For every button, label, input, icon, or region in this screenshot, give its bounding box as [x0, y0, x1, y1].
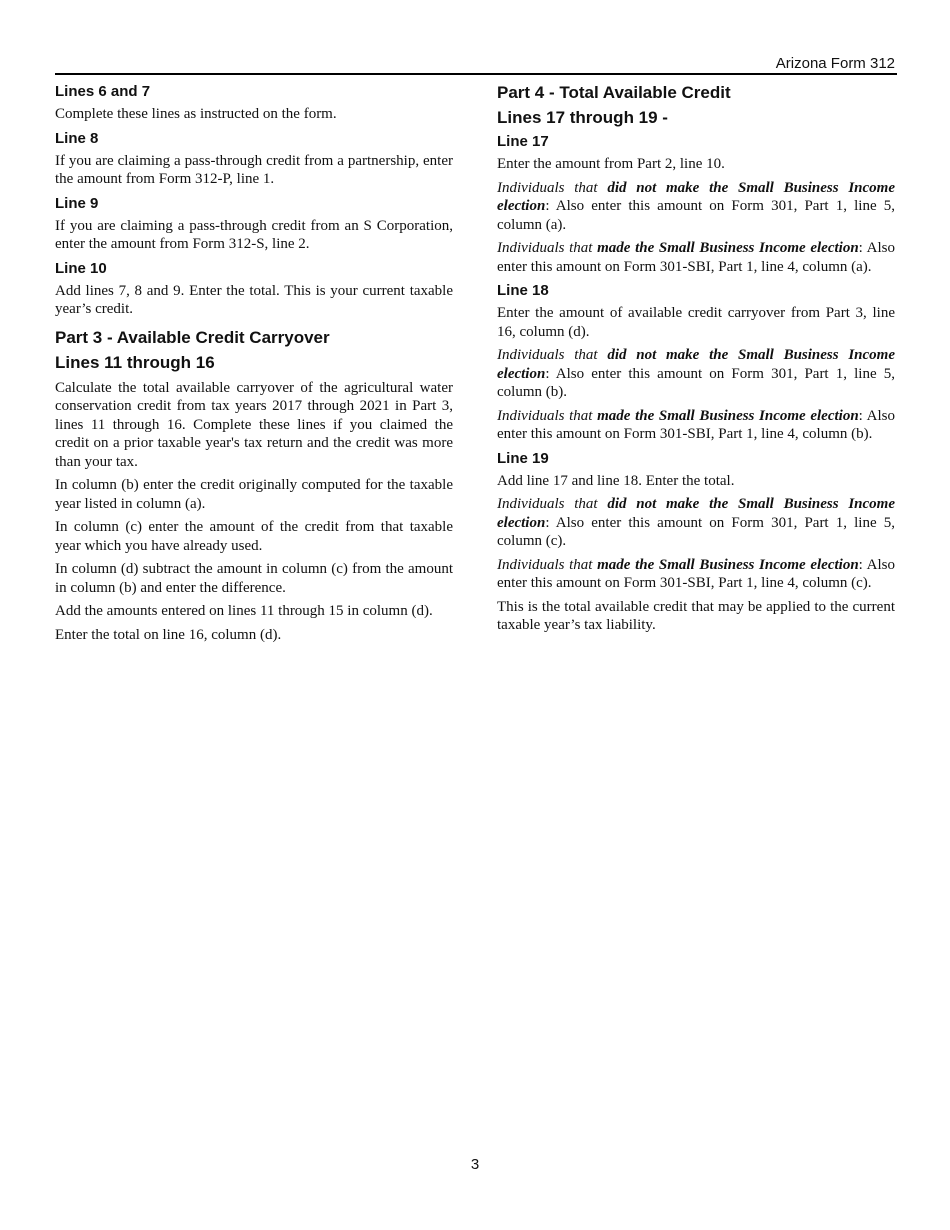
- individuals-that: Individuals that: [497, 496, 598, 512]
- left-column: [55, 82, 453, 649]
- sbi-election: made the Small Business Income election: [597, 240, 859, 256]
- note-rest: Also enter this amount on Form 301, Part 1, line 5, column (b).: [497, 365, 895, 400]
- lines-6-7-text: Complete these lines as instructed on the form.: [55, 106, 337, 122]
- part-3-heading: Part 3 - Available Credit Carryover: [55, 327, 330, 347]
- colon: :: [858, 556, 863, 573]
- part-3-paragraph: In column (c) enter the amount of the credit from that taxable year which you have already used.: [55, 519, 453, 554]
- line-10-heading: Line 10: [55, 259, 107, 277]
- sbi-election: made the Small Business Income election: [597, 556, 859, 573]
- line-18-heading: Line 18: [497, 282, 549, 299]
- individuals-that: Individuals that: [497, 347, 598, 363]
- individuals-that: Individuals that: [497, 240, 593, 256]
- line-9-text: If you are claiming a pass-through credit from an S Corporation, enter the amount from Form 312-S, line 2.: [55, 217, 453, 252]
- part-3-subheading: Lines 11 through 16: [55, 352, 215, 372]
- part-3-paragraph: In column (b) enter the credit originally computed for the taxable year listed in column (a).: [55, 477, 453, 512]
- part-4-subheading: Lines 17 through 19 -: [497, 108, 668, 127]
- colon: :: [545, 198, 550, 214]
- line-17-heading: Line 17: [497, 133, 549, 150]
- line-19-non-sbi-note: [497, 495, 895, 551]
- part-3-paragraph: Enter the total on line 16, column (d).: [55, 626, 282, 643]
- note-rest: Also enter this amount on Form 301, Part 1, line 5, column (c).: [497, 514, 895, 549]
- individuals-that: Individuals that: [497, 556, 593, 573]
- line-17-sbi-note: [497, 239, 895, 276]
- page-number: 3: [470, 1156, 480, 1173]
- part-3-paragraph: Calculate the total available carryover of the agricultural water conservation credit from tax years 2017 through 2021 in Part 3, lines 11 through 16. Complete these lines if you claimed the credit on a prior taxable year's tax return and the credit was more than your tax.: [55, 379, 453, 470]
- individuals-that: Individuals that: [497, 179, 598, 196]
- line-19-sbi-note: [497, 556, 895, 593]
- sbi-election: made the Small Business Income election: [597, 407, 859, 424]
- right-column: [497, 82, 895, 640]
- line-19-heading: Line 19: [497, 449, 549, 467]
- lines-6-7-heading: Lines 6 and 7: [55, 83, 151, 100]
- line-18-non-sbi-note: [497, 346, 895, 402]
- form-title: Arizona Form 312: [775, 55, 895, 72]
- part-3-paragraph: Add the amounts entered on lines 11 through 15 in column (d).: [55, 603, 433, 619]
- line-17-non-sbi-note: [497, 179, 895, 235]
- line-8-text: If you are claiming a pass-through credit from a partnership, enter the amount from Form 312-P, line 1.: [55, 152, 453, 187]
- non-sbi-election: did not make the Small Business Income election: [497, 179, 895, 214]
- colon: :: [858, 240, 863, 256]
- non-sbi-election: did not make the Small Business Income election: [497, 347, 895, 382]
- note-rest: Also enter this amount on Form 301-SBI, Part 1, line 4, column (b).: [497, 407, 895, 442]
- line-18-text: Enter the amount of available credit carryover from Part 3, line 16, column (d).: [497, 305, 895, 340]
- note-rest: Also enter this amount on Form 301, Part 1, line 5, column (a).: [497, 198, 895, 233]
- colon: :: [545, 514, 550, 531]
- individuals-that: Individuals that: [497, 407, 593, 424]
- part-4-heading: Part 4 - Total Available Credit: [497, 83, 731, 102]
- line-17-text: Enter the amount from Part 2, line 10.: [497, 156, 725, 172]
- line-19-closing: This is the total available credit that may be applied to the current taxable year’s tax liability.: [497, 598, 895, 633]
- line-19-text: Add line 17 and line 18. Enter the total.: [497, 472, 735, 489]
- note-rest: Also enter this amount on Form 301-SBI, Part 1, line 4, column (c).: [497, 556, 895, 591]
- non-sbi-election: did not make the Small Business Income election: [497, 496, 895, 531]
- part-3-paragraph: In column (d) subtract the amount in column (c) from the amount in column (b) and enter the difference.: [55, 561, 453, 596]
- colon: :: [858, 407, 863, 424]
- line-10-text: Add lines 7, 8 and 9. Enter the total. This is your current taxable year’s credit.: [55, 282, 453, 317]
- line-9-heading: Line 9: [55, 194, 99, 212]
- line-18-sbi-note: [497, 407, 895, 444]
- colon: :: [545, 365, 550, 382]
- header-divider: [55, 73, 897, 75]
- line-8-heading: Line 8: [55, 129, 99, 147]
- note-rest: Also enter this amount on Form 301-SBI, Part 1, line 4, column (a).: [497, 240, 895, 275]
